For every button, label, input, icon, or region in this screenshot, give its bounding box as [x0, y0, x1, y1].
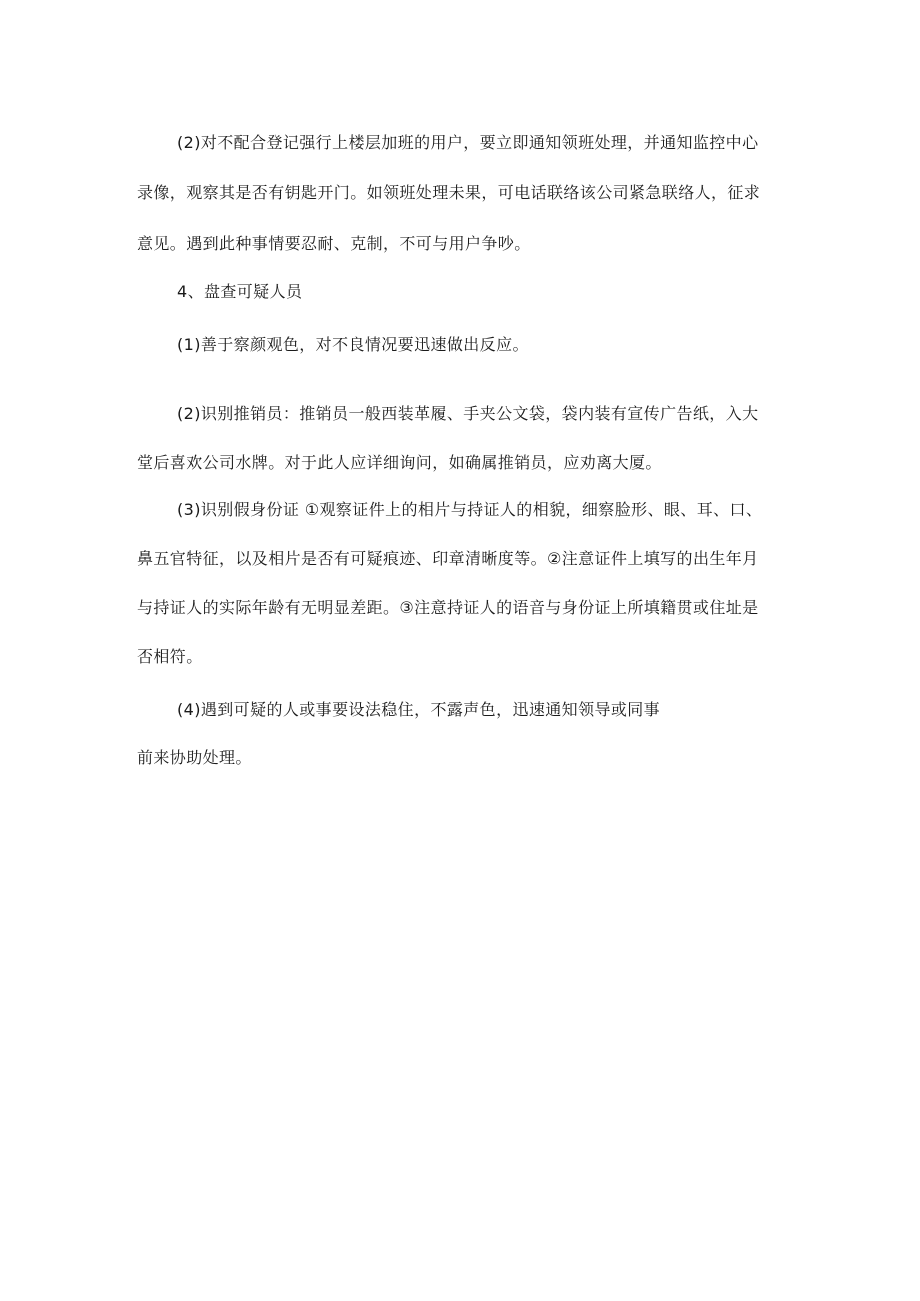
paragraph-salesperson-line-2: 堂后喜欢公司水牌。对于此人应详细询问，如确属推销员，应劝离大厦。	[137, 453, 662, 472]
paragraph-suspicious-line-1: (4)遇到可疑的人或事要设法稳住，不露声色，迅速通知领导或同事	[177, 700, 661, 719]
section-heading: 4、盘查可疑人员	[177, 282, 303, 301]
paragraph-1-line-1: (1)善于察颜观色，对不良情况要迅速做出反应。	[177, 335, 529, 354]
paragraph-id-line-2: 鼻五官特征，以及相片是否有可疑痕迹、印章清晰度等。②注意证件上填写的出生年月	[137, 549, 759, 568]
paragraph-salesperson-line-1: (2)识别推销员：推销员一般西装革履、手夹公文袋，袋内装有宣传广告纸，入大	[177, 404, 759, 423]
paragraph-id-line-1: (3)识别假身份证 ①观察证件上的相片与持证人的相貌，细察脸形、眼、耳、口、	[177, 500, 763, 519]
paragraph-id-line-4: 否相符。	[137, 647, 203, 666]
paragraph-id-line-3: 与持证人的实际年龄有无明显差距。③注意持证人的语音与身份证上所填籍贯或住址是	[137, 598, 759, 617]
paragraph-suspicious-line-2: 前来协助处理。	[137, 748, 252, 767]
paragraph-2-line-2: 录像，观察其是否有钥匙开门。如领班处理未果，可电话联络该公司紧急联络人，征求	[137, 183, 761, 202]
paragraph-2-line-3: 意见。遇到此种事情要忍耐、克制，不可与用户争吵。	[137, 234, 531, 253]
paragraph-2-line-1: (2)对不配合登记强行上楼层加班的用户，要立即通知领班处理，并通知监控中心	[177, 133, 759, 152]
